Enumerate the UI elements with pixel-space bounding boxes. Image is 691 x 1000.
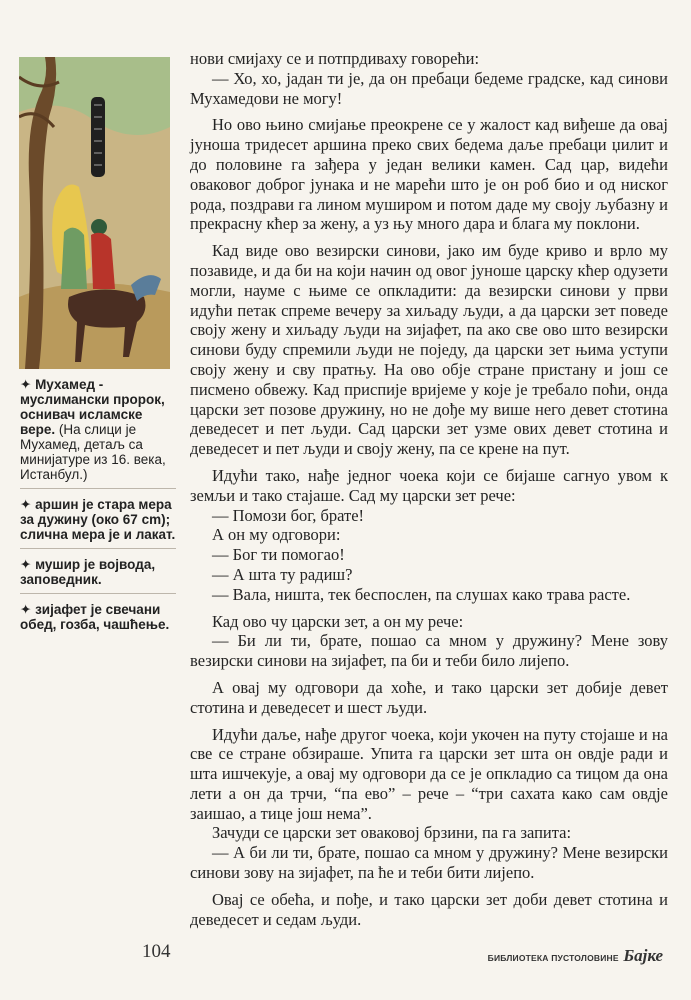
paragraph: Кад виде ово везирски синови, јако им буде криво и врло му позавиде, и да би на који начин од овог јуноше царску кћер одузети могли, науме с њиме се опкладити: да везирски синови у први идући петак спреме вечеру за хиљаду људи, а да царски зет поведе своју жену и хиљаду људи на зијафет, па ако све ово што везирски синови буду спремили људи не поједу, да царски зет њима уступи своју жену и сву пратњу. На ово обје стране пристану и још се писмено обвежу. Кад приспије вријеме у које је требало поћи, онда царски зет позове дружину, но не дође му више него девет стотина деведесет и пет људи. Сад царски зет узме ових девет стотина и деведесет и пет људи и своју жену, па се крене на пут. [190,241,668,459]
note-caption: (На слици је Мухамед, детаљ са минијатуре из 16. века, Истанбул.) [20,422,166,482]
sidebar-note: ✦ аршин је стара мера за дужину (око 67 cm); слична мера је и лакат. [20,497,176,549]
paragraph: Идући даље, нађе другог чоека, који укочен на путу стојаше и на све се стране обзираше. Упита га царски зет шта он овдје ради и шта ишчекује, а овај му одговори да се је опкладио са тицом да она лети а он да трчи, “па ево” – рече – “три сахата како сам овдје заишао, а тице још нема”. [190,724,668,823]
illustration-artwork [19,57,170,369]
sidebar-notes [20,377,176,646]
paragraph: — Хо, хо, јадан ти је, да он пребаци бедеме градске, кад синови Мухамедови не могу! [190,68,668,108]
illustration-rider-head [91,219,107,235]
paragraph: — Помози бог, брате! [212,505,365,525]
note-definition: аршин је стара мера за дужину (око 67 cm); слична мера је и лакат. [20,497,176,542]
sidebar-note: ✦ мушир је војвода, заповедник. [20,557,176,594]
miniature-illustration [19,57,170,369]
paragraph: Но ово њино смијање преокрене се у жалост кад виђеше да овај јуноша тридесет аршина преко свих бедема даље пребаци џилит и до половине га зађера у један велики камен. Сад цар, видећи оваковог доброг јунака и не марећи што је он роб био и од ниског рода, поздрави га лином муширом и потом даде му своју љубазну и прекрасну кћер за жену, а уз њу много дара и блага му поклони. [190,115,668,234]
illustration-figure-robe [61,228,87,289]
paragraph: нови смијаху се и потпрдиваху говорећи: [190,49,480,68]
paragraph: — Би ли ти, брате, пошао са мном у дружину? Мене зову везирски синови на зијафет, па би и теби било лијепо. [190,631,668,671]
paragraph: Овај се обећа, и пође, и тако царски зет доби девет стотина и деведесет и седам људи. [190,889,668,929]
paragraph: — Вала, ништа, тек беспослен, па слушах како трава расте. [212,584,631,604]
paragraph: — А би ли ти, брате, пошао са мном у дружину? Мене везирски синови зову на зијафет, па ће и теби бити лијепо. [190,843,668,883]
note-definition: зијафет је свечани обед, гозба, чашћење. [20,602,170,632]
library-name: БИБЛИОТЕКА ПУСТОЛОВИНЕ [487,953,619,963]
paragraph: Кад ово чу царски зет, а он му рече: [212,611,464,631]
footer-series-label [488,946,663,966]
paragraph: — Бог ти помогао! [212,545,345,565]
paragraph: Идући тако, нађе једног чоека који се бијаше сагнуо увом к земљи и тако стајаше. Сад му царски зет рече: [190,465,668,505]
series-name: Бајке [623,946,663,965]
paragraph: Зачуди се царски зет оваковој брзини, па га запита: [212,823,572,843]
note-definition: мушир је војвода, заповедник. [20,557,156,587]
paragraph: — А шта ту радиш? [212,564,353,584]
sidebar-note: ✦ Мухамед - муслимански пророк, оснивач исламске вере. (На слици је Мухамед, детаљ са минијатуре из 16. века, Истанбул.) [20,377,176,489]
page-number: 104 [142,941,171,962]
story-text [190,49,668,929]
sidebar-note: ✦ зијафет је свечани обед, гозба, чашћење. [20,602,170,632]
note-definition: Мухамед - муслимански пророк, оснивач исламске вере. [20,377,165,437]
paragraph: А овај му одговори да хоће, и тако царски зет добије девет стотина и деведесет и шест људи. [190,677,668,717]
paragraph: А он му одговори: [212,525,341,545]
